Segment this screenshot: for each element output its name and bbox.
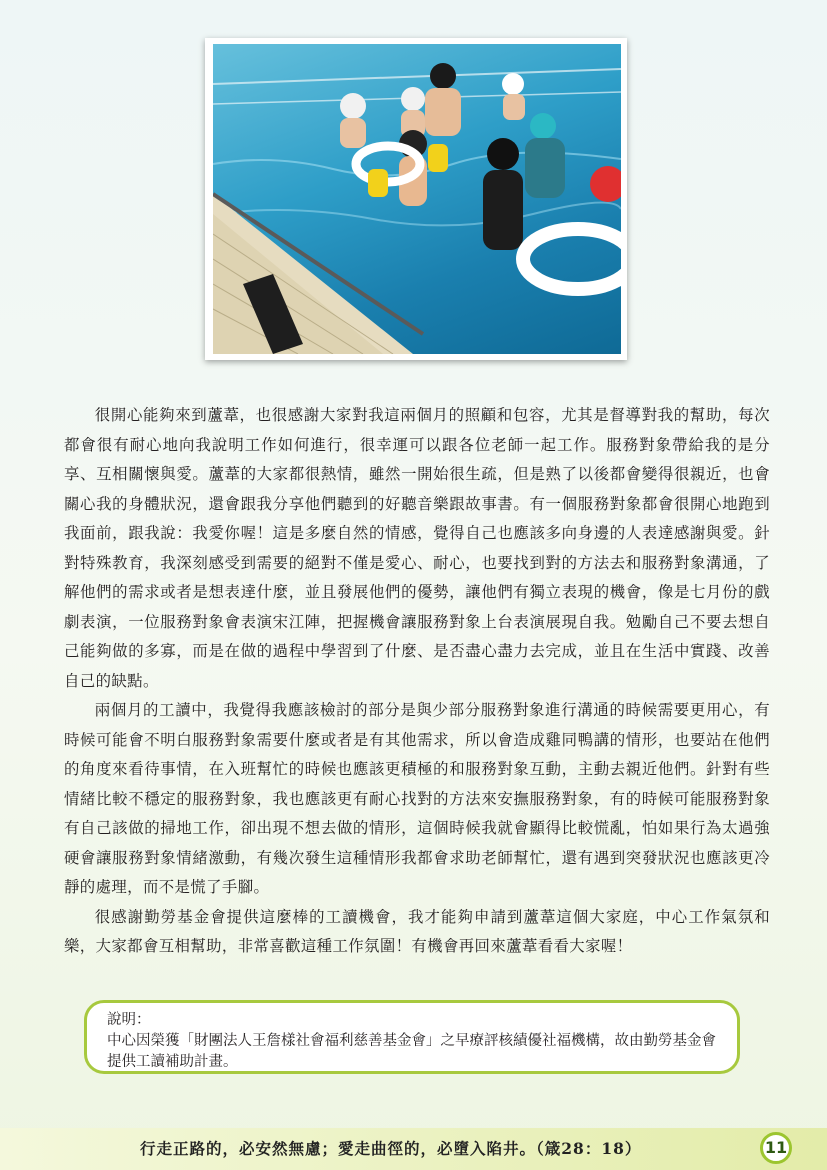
bible-verse: 行走正路的，必安然無慮；愛走曲徑的，必墮入陷井。（箴28：18） — [140, 1139, 642, 1158]
swimming-pool-photo — [213, 44, 621, 354]
footer-bar — [0, 1128, 827, 1170]
article-body — [64, 401, 770, 962]
page-number-badge: 11 — [760, 1132, 792, 1164]
photo-frame — [205, 38, 627, 360]
paragraph-2: 兩個月的工讀中，我覺得我應該檢討的部分是與少部分服務對象進行溝通的時候需要更用心，有時候可能會不明白服務對象需要什麼或者是有其他需求，所以會造成雞同鴨講的情形，也要站在他們的角度來看待事情，在入班幫忙的時候也應該更積極的和服務對象互動，主動去親近他們。針對有些情緒比較不穩定的服務對象，我也應該更有耐心找對的方法來安撫服務對象，有的時候可能服務對象有自己該做的掃地工作，卻出現不想去做的情形，這個時候我就會顯得比較慌亂，怕如果行為太過強硬會讓服務對象情緒激動，有幾次發生這種情形我都會求助老師幫忙，還有遇到突發狀況也應該更冷靜的處理，而不是慌了手腳。 — [64, 701, 770, 896]
pool-scene-illustration — [213, 44, 621, 354]
note-text: 中心因榮獲「財團法人王詹樣社會福利慈善基金會」之早療評核績優社福機構，故由勤勞基金會提供工讀補助計畫。 — [107, 1033, 716, 1070]
paragraph-3: 很感謝勤勞基金會提供這麼棒的工讀機會，我才能夠申請到蘆葦這個大家庭，中心工作氣氛和樂，大家都會互相幫助，非常喜歡這種工作氛圍！有機會再回來蘆葦看看大家喔！ — [64, 907, 770, 955]
note-title: 說明： — [107, 1012, 151, 1028]
paragraph-1: 很開心能夠來到蘆葦，也很感謝大家對我這兩個月的照顧和包容，尤其是督導對我的幫助，每次都會很有耐心地向我說明工作如何進行，很幸運可以跟各位老師一起工作。服務對象帶給我的是分享、互相關懷與愛。蘆葦的大家都很熱情，雖然一開始很生疏，但是熟了以後都會變得很親近，也會關心我的身體狀況，還會跟我分享他們聽到的好聽音樂跟故事書。有一個服務對象都會很開心地跑到我面前，跟我說：我愛你喔！這是多麼自然的情感，覺得自己也應該多向身邊的人表達感謝與愛。針對特殊教育，我深刻感受到需要的絕對不僅是愛心、耐心，也要找到對的方法去和服務對象溝通，了解他們的需求或者是想表達什麼，並且發展他們的優勢，讓他們有獨立表現的機會，像是七月份的戲劇表演，一位服務對象會表演宋江陣，把握機會讓服務對象上台表演展現自我。勉勵自己不要去想自己能夠做的多寡，而是在做的過程中學習到了什麼、是否盡心盡力去完成，並且在生活中實踐、改善自己的缺點。 — [64, 406, 770, 690]
note-box — [84, 1000, 740, 1074]
